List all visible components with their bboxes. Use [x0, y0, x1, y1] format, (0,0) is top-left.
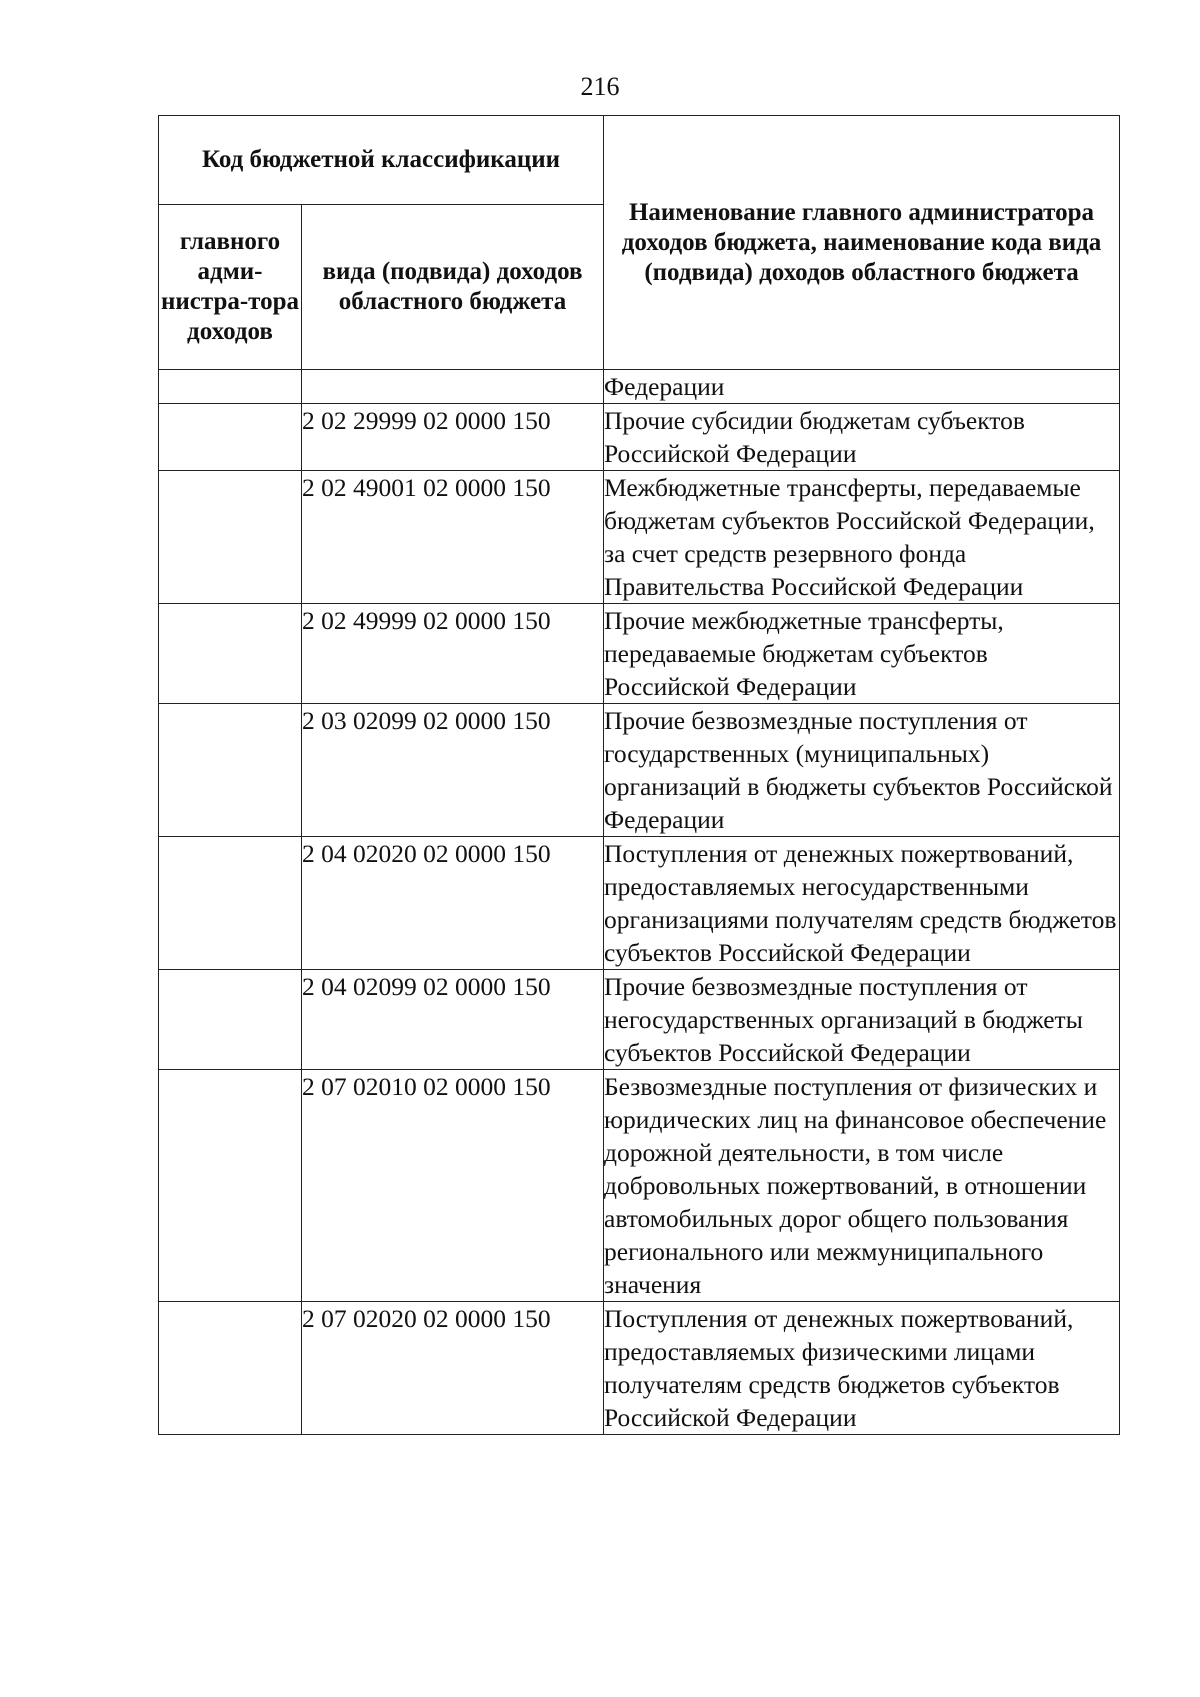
income-code-cell: 2 04 02099 02 0000 150 — [302, 970, 604, 1070]
admin-code-cell — [159, 1070, 302, 1302]
header-code-group: Код бюджетной классификации — [159, 116, 604, 205]
income-code-cell: 2 04 02020 02 0000 150 — [302, 837, 604, 970]
income-name-cell: Федерации — [604, 370, 1120, 404]
income-name-cell: Прочие безвозмездные поступления от негосударственных организаций в бюджеты субъектов Российской Федерации — [604, 970, 1120, 1070]
table-row — [159, 1070, 1120, 1302]
table-row — [159, 370, 1120, 404]
income-name-cell: Поступления от денежных пожертвований, предоставляемых негосударственными организациями получателям средств бюджетов субъектов Российской Федерации — [604, 837, 1120, 970]
income-code-cell: 2 07 02020 02 0000 150 — [302, 1302, 604, 1435]
table-row — [159, 471, 1120, 604]
income-code-cell — [302, 370, 604, 404]
income-code-cell: 2 02 29999 02 0000 150 — [302, 404, 604, 471]
table-body — [159, 370, 1120, 1435]
admin-code-cell — [159, 704, 302, 837]
table-header — [159, 116, 1120, 370]
admin-code-cell — [159, 837, 302, 970]
header-name-column: Наименование главного администратора доходов бюджета, наименование кода вида (подвида) доходов областного бюджета — [604, 116, 1120, 370]
table-row — [159, 404, 1120, 471]
table-row — [159, 704, 1120, 837]
table-row — [159, 604, 1120, 704]
page-number: 216 — [580, 72, 620, 101]
income-name-cell: Прочие безвозмездные поступления от государственных (муниципальных) организаций в бюджеты субъектов Российской Федерации — [604, 704, 1120, 837]
admin-code-cell — [159, 970, 302, 1070]
income-code-cell: 2 02 49001 02 0000 150 — [302, 471, 604, 604]
income-name-cell: Безвозмездные поступления от физических и юридических лиц на финансовое обеспечение дорожной деятельности, в том числе добровольных пожертвований, в отношении автомобильных дорог общего пользования регионального или межмуниципального значения — [604, 1070, 1120, 1302]
admin-code-cell — [159, 404, 302, 471]
header-admin-column: главного адми-нистра-тора доходов — [159, 205, 302, 370]
income-name-cell: Прочие межбюджетные трансферты, передаваемые бюджетам субъектов Российской Федерации — [604, 604, 1120, 704]
table-row — [159, 1302, 1120, 1435]
admin-code-cell — [159, 1302, 302, 1435]
income-code-cell: 2 03 02099 02 0000 150 — [302, 704, 604, 837]
budget-classification-table — [158, 115, 1120, 1435]
income-code-cell: 2 02 49999 02 0000 150 — [302, 604, 604, 704]
income-name-cell: Прочие субсидии бюджетам субъектов Российской Федерации — [604, 404, 1120, 471]
header-kind-column: вида (подвида) доходов областного бюджета — [302, 205, 604, 370]
income-name-cell: Межбюджетные трансферты, передаваемые бюджетам субъектов Российской Федерации, за счет средств резервного фонда Правительства Российской Федерации — [604, 471, 1120, 604]
table-row — [159, 970, 1120, 1070]
income-name-cell: Поступления от денежных пожертвований, предоставляемых физическими лицами получателям средств бюджетов субъектов Российской Федерации — [604, 1302, 1120, 1435]
table-row — [159, 837, 1120, 970]
income-code-cell: 2 07 02010 02 0000 150 — [302, 1070, 604, 1302]
admin-code-cell — [159, 604, 302, 704]
admin-code-cell — [159, 471, 302, 604]
admin-code-cell — [159, 370, 302, 404]
